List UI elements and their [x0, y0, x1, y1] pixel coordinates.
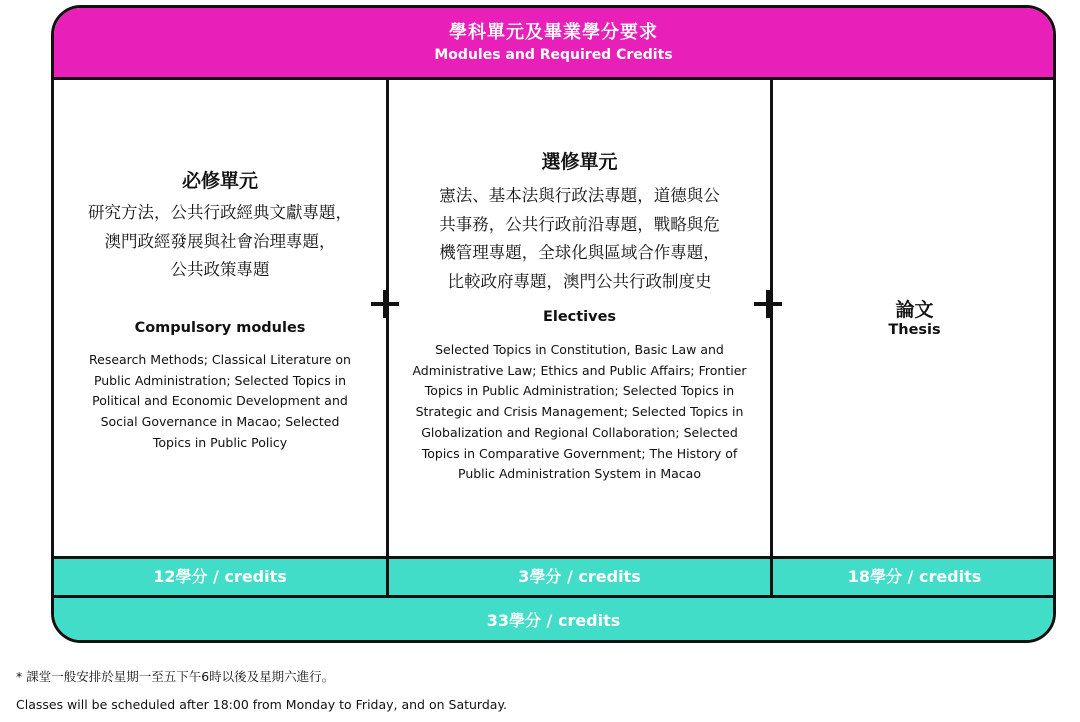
electives-body-en-line: Administrative Law; Ethics and Public Affairs; Frontier [412, 362, 747, 378]
electives-title-en: Electives [542, 309, 617, 325]
compulsory-body-en-line: Research Methods; Classical Literature on [89, 352, 351, 367]
thesis-credits: 18學分 / credits [847, 567, 982, 586]
thesis-column [773, 80, 1056, 557]
credits-row [54, 556, 1053, 598]
compulsory-body-zh-line: 公共政策專題 [170, 260, 270, 279]
compulsory-body-en-line: Social Governance in Macao; Selected [100, 414, 340, 430]
compulsory-title-en: Compulsory modules [134, 320, 306, 336]
electives-body-en-line: Topics in Comparative Government; The History of [421, 445, 738, 461]
modules-credits-card [51, 5, 1056, 643]
compulsory-body-en-line: Public Administration; Selected Topics in [93, 372, 347, 388]
compulsory-credits: 12學分 / credits [153, 567, 287, 586]
thesis-title-zh: 論文 [895, 299, 934, 321]
electives-body-en-line: Topics in Public Administration; Selected Topics in [424, 383, 735, 399]
electives-body-en-line: Selected Topics in Constitution, Basic Law and [435, 342, 724, 357]
electives-credits: 3學分 / credits [518, 567, 641, 586]
plus-icon [368, 287, 402, 321]
electives-body-en [399, 340, 760, 485]
total-credits: 33學分 / credits [54, 598, 1053, 643]
electives-body-en-line: Globalization and Regional Collaboration; Selected [421, 424, 738, 440]
compulsory-body-en [76, 350, 364, 454]
compulsory-body-zh-line: 研究方法，公共行政經典文獻專題， [88, 203, 352, 222]
compulsory-title-zh: 必修單元 [181, 170, 258, 192]
plus-icon [751, 287, 785, 321]
electives-body-en-line: Public Administration System in Macao [458, 466, 701, 482]
compulsory-body-zh-line: 澳門政經發展與社會治理專題， [104, 231, 336, 251]
header-title-en: Modules and Required Credits [434, 46, 673, 63]
compulsory-column [54, 80, 386, 557]
electives-body-zh-line: 憲法、基本法與行政法專題，道德與公 [439, 186, 720, 205]
electives-title-zh: 選修單元 [541, 151, 618, 173]
electives-column [389, 80, 770, 557]
thesis-title-en: Thesis [888, 322, 941, 338]
compulsory-body-zh [54, 199, 386, 285]
compulsory-body-en-line: Topics in Public Policy [152, 434, 288, 450]
card-header [54, 8, 1053, 80]
electives-body-zh-line: 比較政府專題，澳門公共行政制度史 [447, 271, 712, 291]
electives-body-zh-line: 機管理專題，全球化與區域合作專題， [439, 243, 720, 262]
compulsory-body-en-line: Political and Economic Development and [92, 393, 348, 409]
electives-body-zh [389, 182, 770, 296]
electives-body-en-line: Strategic and Crisis Management; Selected Topics in [415, 404, 744, 420]
electives-body-zh-line: 共事務，公共行政前沿專題，戰略與危 [439, 214, 720, 234]
header-title-zh: 學科單元及畢業學分要求 [449, 21, 658, 43]
schedule-note-zh: * 課堂一般安排於星期一至五下午6時以後及星期六進行。 [16, 669, 335, 684]
schedule-note-en: Classes will be scheduled after 18:00 from Monday to Friday, and on Saturday. [16, 697, 508, 712]
